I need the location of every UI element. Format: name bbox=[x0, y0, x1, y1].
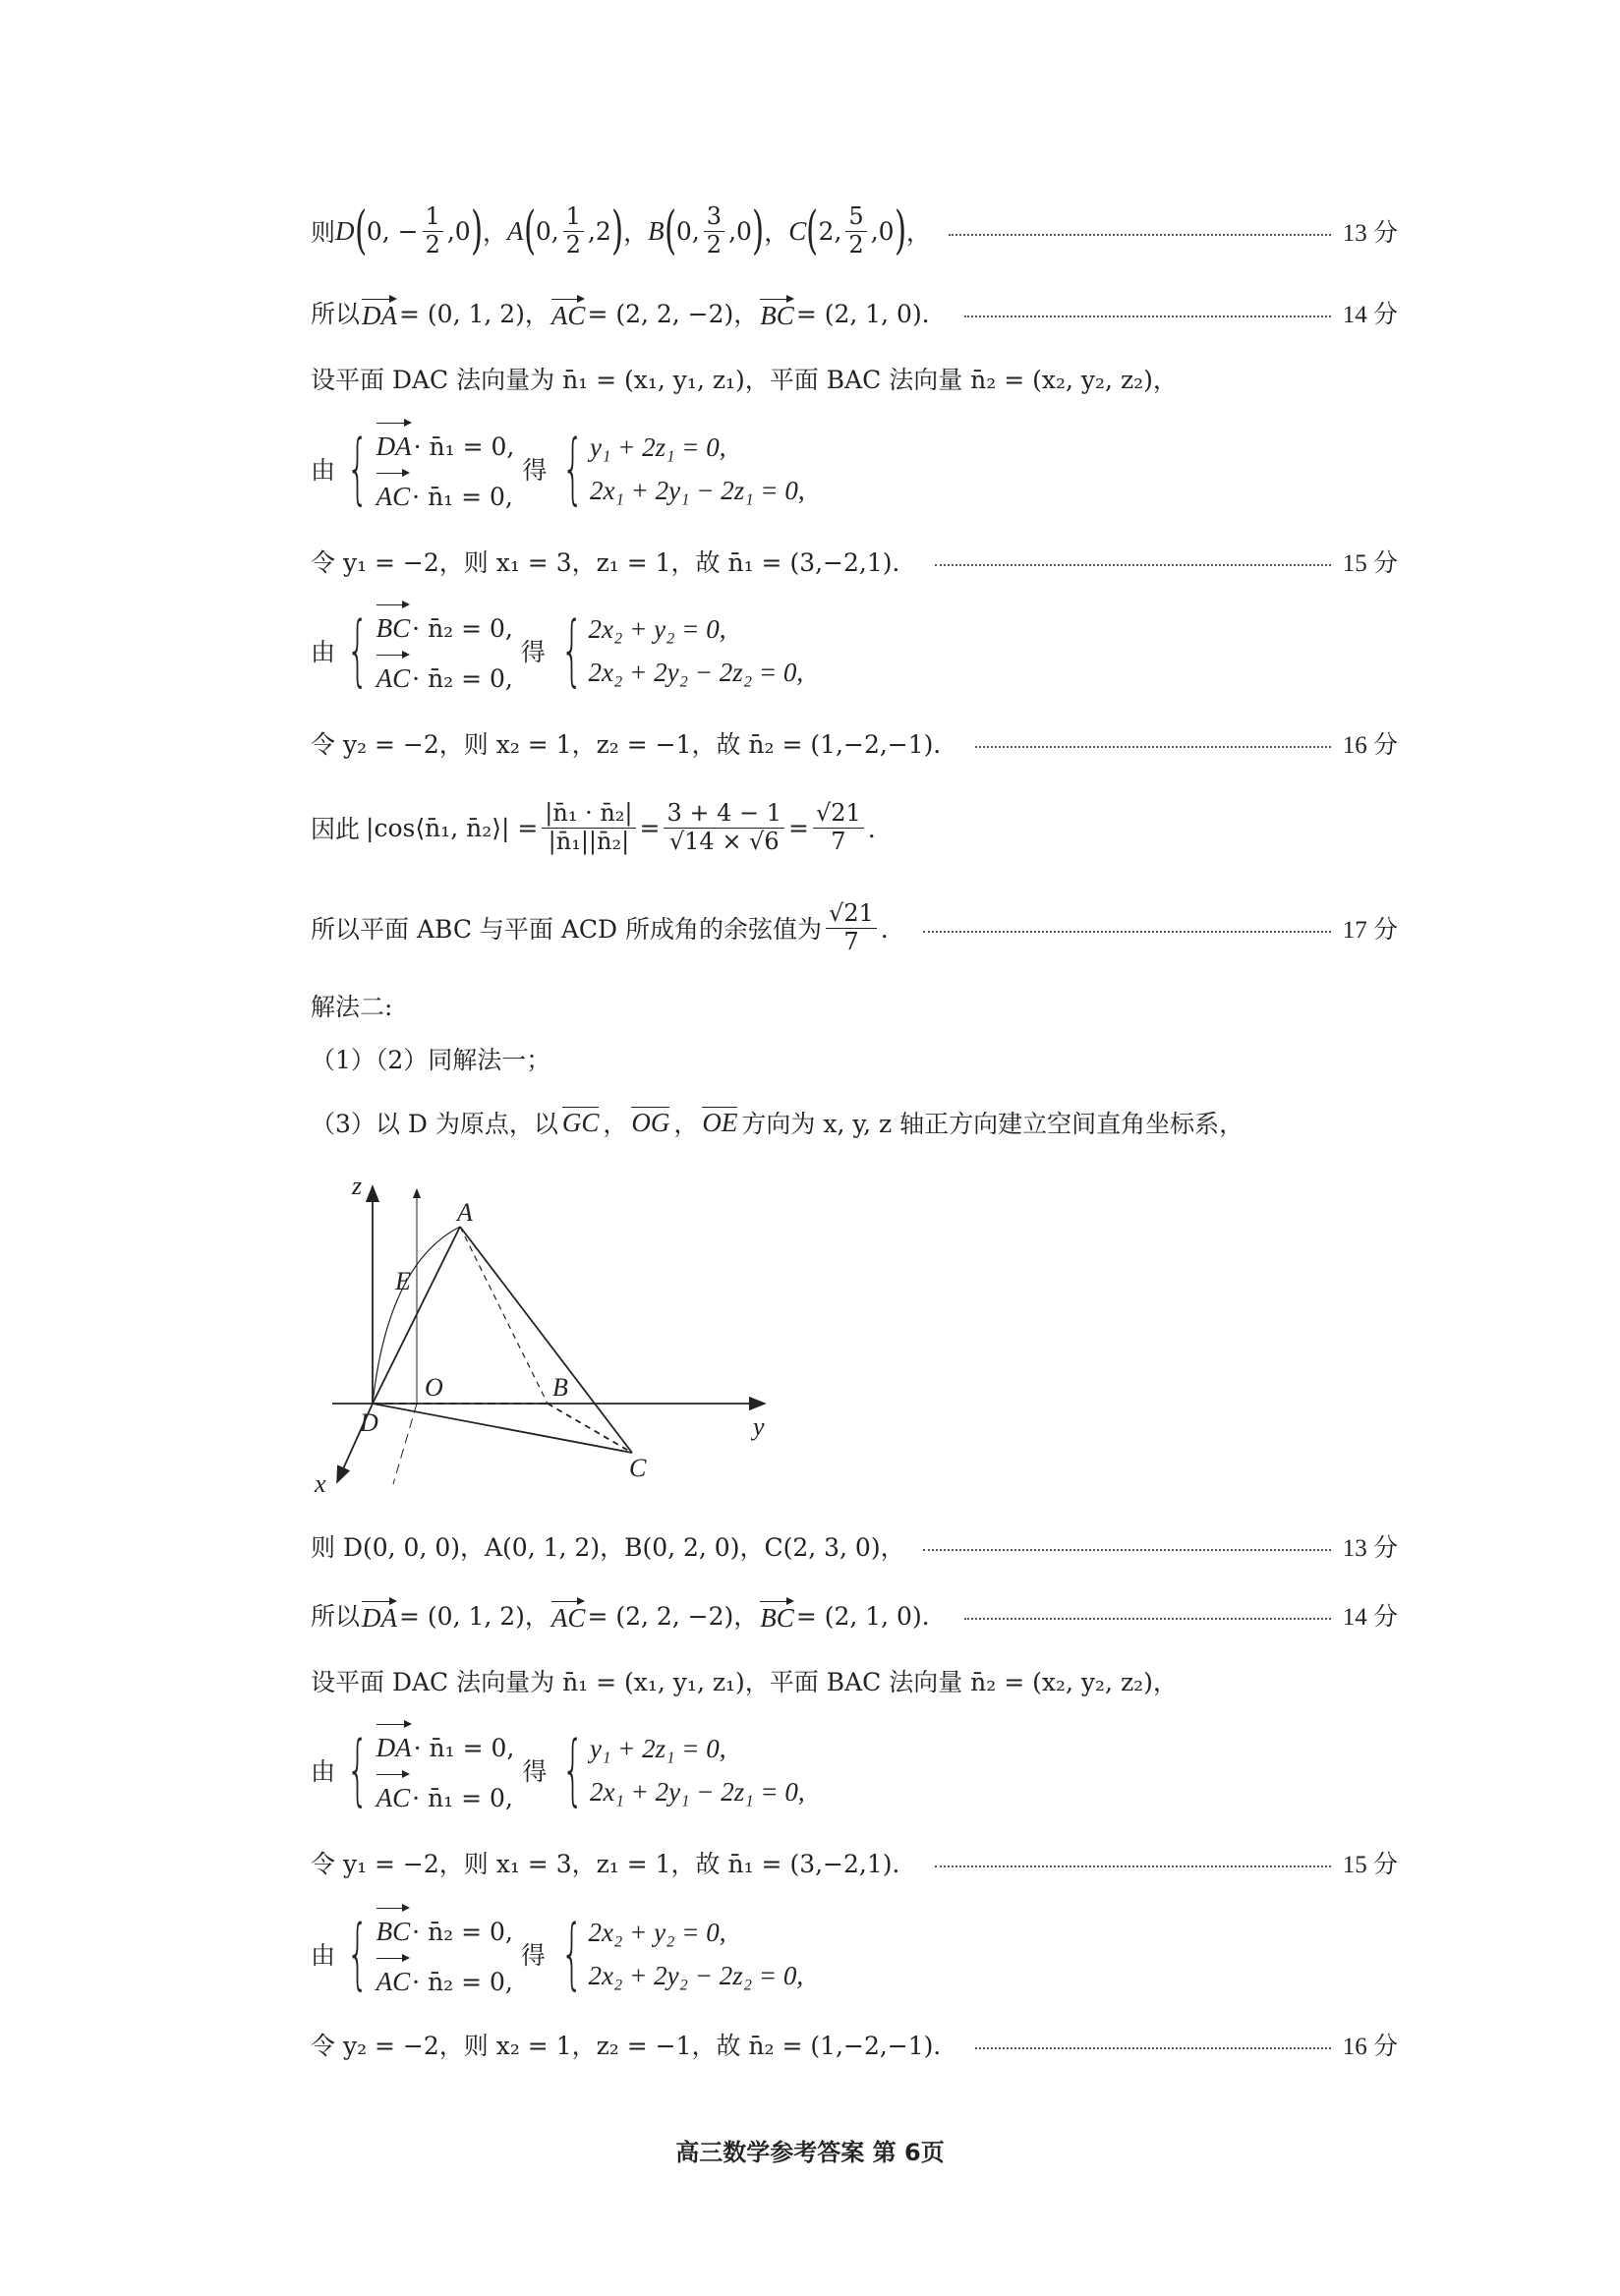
normal-vector-setup: 设平面 DAC 法向量为 n̄₁ = (x₁, y₁, z₁)，平面 BAC 法向量 n̄₂ = (x₂, y₂, z₂)， bbox=[311, 1668, 1178, 1696]
vector: BC bbox=[760, 295, 794, 331]
score: 16 分 bbox=[1342, 2034, 1398, 2060]
equation-system-1: 由 { DA· n̄₁ = 0, AC· n̄₁ = 0, 得 { y₁ + 2z₁ = 0, 2x₁ + 2y₁ − 2z₁ = 0, bbox=[311, 1726, 1398, 1814]
score: 13 分 bbox=[1342, 1535, 1398, 1562]
edge-ac bbox=[460, 1227, 632, 1453]
point-label: D bbox=[335, 215, 355, 246]
point-label: A bbox=[507, 215, 524, 246]
fraction: $\frac{3}{2}$ bbox=[704, 203, 724, 258]
dot-leader bbox=[975, 2047, 1330, 2049]
label-d: D bbox=[360, 1408, 378, 1437]
label-e: E bbox=[395, 1267, 411, 1295]
vectors-line: 所以 DA = (0, 1, 2)， AC = (2, 2, −2)， BC = (2, 1, 0)． 14 分 bbox=[311, 293, 1398, 332]
solve-n1-line: 令 y₁ = −2，则 x₁ = 3，z₁ = 1，故 n̄₁ = (3,−2,1)． 15 分 bbox=[311, 542, 1398, 581]
dot-leader bbox=[964, 1618, 1331, 1620]
coords-line-2: 则 D(0, 0, 0)，A(0, 1, 2)，B(0, 2, 0)，C(2, 3, 0)， 13 分 bbox=[311, 1526, 1398, 1566]
label-a: A bbox=[457, 1198, 473, 1227]
fraction: $\frac{1}{2}$ bbox=[423, 203, 443, 258]
label-c: C bbox=[629, 1454, 647, 1482]
dot-leader bbox=[923, 1549, 1331, 1551]
score: 15 分 bbox=[1342, 550, 1398, 577]
score: 16 分 bbox=[1342, 732, 1398, 759]
coord: 0, bbox=[675, 216, 700, 246]
label-x: x bbox=[315, 1469, 326, 1498]
coord: ,2 bbox=[587, 216, 611, 246]
label-o: O bbox=[425, 1373, 443, 1402]
point-label: B bbox=[648, 215, 665, 246]
solve-n2-line: 令 y₂ = −2，则 x₂ = 1，z₂ = −1，故 n̄₂ = (1,−2,−1)． 16 分 bbox=[311, 723, 1398, 763]
solve-n1-line: 令 y₁ = −2，则 x₁ = 3，z₁ = 1，故 n̄₁ = (3,−2,1)． 15 分 bbox=[311, 1843, 1398, 1882]
vectors-line: 所以 DA = (0, 1, 2)， AC = (2, 2, −2)， BC = (2, 1, 0)． 14 分 bbox=[311, 1595, 1398, 1635]
parts-1-2-note: （1）（2）同解法一； bbox=[311, 1046, 551, 1074]
cosine-computation: 因此 |cos⟨n̄₁, n̄₂⟩| = $\frac{\text{|n̄₁ · n̄₂|}}{\text{|n̄₁||n̄₂|}}$ = $\frac{3 + 4 - 1}{√14 \times √6}$ = $\frac{√21}{7}$ ． bbox=[311, 798, 893, 855]
label-y: y bbox=[753, 1412, 765, 1441]
fraction: $\frac{5}{2}$ bbox=[845, 203, 866, 258]
fraction: $\frac{1}{2}$ bbox=[563, 203, 584, 258]
part-3-setup: （3）以 D 为原点，以 GC ， OG ， OE 方向为 x, y, z 轴正方向建立空间直角坐标系， bbox=[311, 1108, 1244, 1138]
edge-ab bbox=[460, 1227, 548, 1404]
coord: ,0 bbox=[728, 216, 752, 246]
vector: DA bbox=[362, 295, 397, 331]
dot-leader bbox=[935, 1866, 1331, 1867]
score: 14 分 bbox=[1342, 302, 1398, 328]
coord: 0, bbox=[535, 216, 559, 246]
score: 17 分 bbox=[1342, 917, 1398, 944]
solution-2-title: 解法二: bbox=[311, 993, 393, 1021]
label-b: B bbox=[552, 1373, 568, 1402]
score: 15 分 bbox=[1342, 1852, 1398, 1878]
coord: ,0 bbox=[446, 216, 471, 246]
equation-system-2: 由 { BC· n̄₂ = 0, AC· n̄₂ = 0, 得 { 2x₂ + y₂ = 0, 2x₂ + 2y₂ − 2z₂ = 0, bbox=[311, 606, 1398, 695]
coord: 2, bbox=[818, 216, 842, 246]
coord: 0, − bbox=[366, 216, 419, 246]
label-z: z bbox=[352, 1172, 363, 1200]
coord: ,0 bbox=[870, 216, 895, 246]
vector: AC bbox=[551, 295, 586, 331]
conclusion-line: 所以平面 ABC 与平面 ACD 所成角的余弦值为 $\frac{√21}{7}$ ． 17 分 bbox=[311, 898, 1398, 955]
coords-line-1: 则 D ( 0, − $\frac{1}{2}$ ,0 ) ， A ( 0, $\frac{1}{2}$ ,2 ) ， B ( 0, $\frac{3}{2}$ ,0 ) ， C ( 2, $\frac{5}{2}$ ,0 ) ， 13 分 bbox=[311, 201, 1398, 260]
score: 14 分 bbox=[1342, 1604, 1398, 1631]
normal-vector-setup: 设平面 DAC 法向量为 n̄₁ = (x₁, y₁, z₁)，平面 BAC 法向量 n̄₂ = (x₂, y₂, z₂)， bbox=[311, 366, 1178, 394]
score: 13 分 bbox=[1342, 220, 1398, 247]
edge-dc bbox=[373, 1404, 632, 1453]
line-og bbox=[393, 1404, 417, 1484]
equation-system-1: 由 { DA· n̄₁ = 0, AC· n̄₁ = 0, 得 { y₁ + 2z₁ = 0, 2x₁ + 2y₁ − 2z₁ = 0, bbox=[311, 425, 1398, 513]
point-label: C bbox=[788, 215, 807, 246]
page-footer: 高三数学参考答案 第 6页 bbox=[675, 2139, 945, 2166]
text: 则 bbox=[311, 218, 336, 247]
solve-n2-line: 令 y₂ = −2，则 x₂ = 1，z₂ = −1，故 n̄₂ = (1,−2,−1)． 16 分 bbox=[311, 2025, 1398, 2064]
equation-system-2: 由 { BC· n̄₂ = 0, AC· n̄₂ = 0, 得 { 2x₂ + y₂ = 0, 2x₂ + 2y₂ − 2z₂ = 0, bbox=[311, 1910, 1398, 1998]
